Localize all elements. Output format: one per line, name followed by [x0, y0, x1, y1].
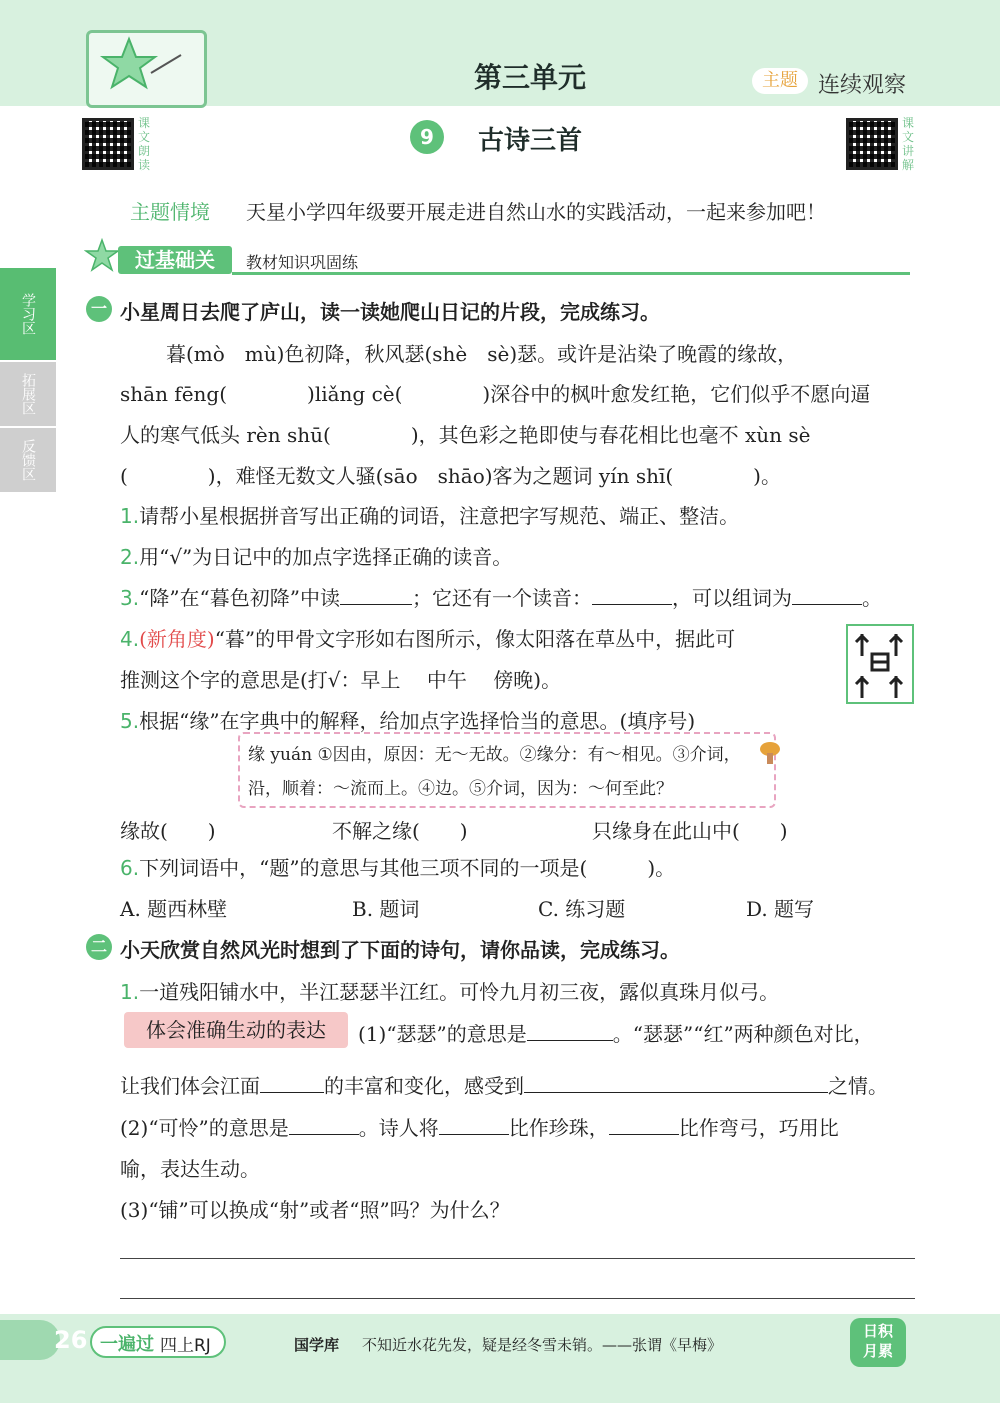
book-name: 一遍过	[100, 1334, 154, 1355]
diary-line-4: ( )，难怪无数文人骚(sāo shāo)客为之题词 yín shī( )。	[120, 464, 781, 488]
page-number: 26	[54, 1326, 88, 1354]
grade-label: 四上RJ	[160, 1336, 211, 1356]
part2-s2-line2: 喻，表达生动。	[120, 1157, 260, 1181]
qr-left-label: 课文朗读	[138, 116, 151, 172]
part2-heading: 小天欣赏自然风光时想到了下面的诗句，请你品读，完成练习。	[120, 938, 680, 962]
part2-s2-line1: (2)“可怜”的意思是 。诗人将 比作珍珠， 比作弯弓，巧用比	[120, 1116, 839, 1140]
part1-q5: 5.根据“缘”在字典中的解释，给加点字选择恰当的意思。(填序号)	[120, 709, 696, 733]
theme-badge: 主题	[752, 68, 808, 94]
answer-line-2[interactable]	[120, 1298, 915, 1299]
side-tab-study[interactable]: 学习区	[0, 268, 56, 360]
answer-blank[interactable]	[260, 1074, 324, 1093]
part1-marker: 一	[86, 296, 112, 322]
answer-line-1[interactable]	[120, 1258, 915, 1259]
scenario-label: 主题情境	[130, 200, 210, 224]
part1-q6-option-b: B. 题词	[352, 897, 420, 921]
mushroom-icon	[758, 740, 782, 770]
part2-poem: 1.一道残阳铺水中，半江瑟瑟半江红。可怜九月初三夜，露似真珠月似弓。	[120, 980, 780, 1004]
answer-blank[interactable]	[792, 586, 862, 605]
part1-q5-item-1: 缘故( )	[120, 819, 216, 843]
theme-name: 连续观察	[818, 73, 907, 98]
lesson-number: 9	[410, 120, 444, 154]
answer-blank[interactable]	[592, 586, 672, 605]
qr-code-reading-icon[interactable]	[82, 118, 134, 170]
answer-blank[interactable]	[609, 1116, 679, 1135]
lesson-title: 古诗三首	[478, 126, 583, 156]
part1-q5-item-3: 只缘身在此山中( )	[592, 819, 788, 843]
part1-q3: 3.“降”在“暮色初降”中读 ；它还有一个读音： ，可以组词为 。	[120, 586, 882, 610]
part2-marker: 二	[86, 934, 112, 960]
dictionary-line-2: 沿，顺着：～流而上。④边。⑤介词，因为：～何至此？	[248, 779, 673, 799]
part2-s1-line2: 让我们体会江面 的丰富和变化，感受到 之情。	[120, 1074, 888, 1098]
scenario-text: 天星小学四年级要开展走进自然山水的实践活动，一起来参加吧！	[246, 200, 826, 224]
part1-q1: 1.请帮小星根据拼音写出正确的词语，注意把字写规范、端正、整洁。	[120, 504, 740, 528]
side-tab-expand[interactable]: 拓展区	[0, 362, 56, 426]
diary-line-2: shān fēng( )liǎng cè( )深谷中的枫叶愈发红艳，它们似乎不愿向逼	[120, 382, 871, 406]
star-mascot-icon	[84, 238, 120, 278]
qr-code-explain-icon[interactable]	[846, 118, 898, 170]
part1-q6-option-d: D. 题写	[746, 897, 815, 921]
answer-blank[interactable]	[524, 1074, 828, 1093]
part1-q4: 4.(新角度)“暮”的甲骨文字形如右图所示，像太阳落在草丛中，据此可	[120, 627, 736, 651]
dictionary-line-1: 缘 yuán ①因由，原因：无～无故。②缘分：有～相见。③介词，	[248, 745, 741, 765]
answer-blank[interactable]	[340, 586, 412, 605]
diary-line-3: 人的寒气低头 rèn shū( )，其色彩之艳即使与春花相比也毫不 xùn sè	[120, 423, 811, 447]
part1-q2: 2.用“√”为日记中的加点字选择正确的读音。	[120, 545, 513, 569]
section-divider	[232, 272, 910, 275]
basic-section-subtitle: 教材知识巩固练	[246, 253, 359, 272]
part1-q6-option-c: C. 练习题	[538, 897, 626, 921]
part2-s3: (3)“铺”可以换成“射”或者“照”吗？为什么？	[120, 1198, 510, 1222]
part1-q6-option-a: A. 题西林壁	[120, 897, 228, 921]
corner-badge: 日积 月累	[850, 1318, 906, 1367]
expression-tag: 体会准确生动的表达	[124, 1012, 348, 1048]
part1-q6: 6.下列词语中，“题”的意思与其他三项不同的一项是( )。	[120, 856, 676, 880]
unit-title: 第三单元	[473, 61, 586, 94]
answer-blank[interactable]	[527, 1022, 613, 1041]
diary-line-1: 暮(mò mù)色初降，秋风瑟(shè sè)瑟。或许是沾染了晚霞的缘故，	[166, 342, 798, 366]
page-number-tab	[0, 1320, 60, 1360]
part1-q5-item-2: 不解之缘( )	[332, 819, 468, 843]
part1-q4-line2: 推测这个字的意思是(打√：早上 中午 傍晚)。	[120, 668, 562, 692]
answer-blank[interactable]	[289, 1116, 359, 1135]
oracle-bone-character-image	[846, 624, 914, 704]
footer-quote: 不知近水花先发，疑是经冬雪未销。——张谓《早梅》	[362, 1336, 723, 1354]
side-tab-feedback[interactable]: 反馈区	[0, 428, 56, 492]
qr-right-label: 课文讲解	[902, 116, 915, 172]
answer-blank[interactable]	[439, 1116, 509, 1135]
part1-heading: 小星周日去爬了庐山，读一读她爬山日记的片段，完成练习。	[120, 300, 660, 324]
basic-section-banner: 过基础关	[118, 246, 232, 274]
part2-s1-line1: (1)“瑟瑟”的意思是 。“瑟瑟”“红”两种颜色对比，	[358, 1022, 874, 1046]
star-mascot-board-icon	[86, 30, 207, 108]
guoxue-label: 国学库	[294, 1336, 340, 1354]
